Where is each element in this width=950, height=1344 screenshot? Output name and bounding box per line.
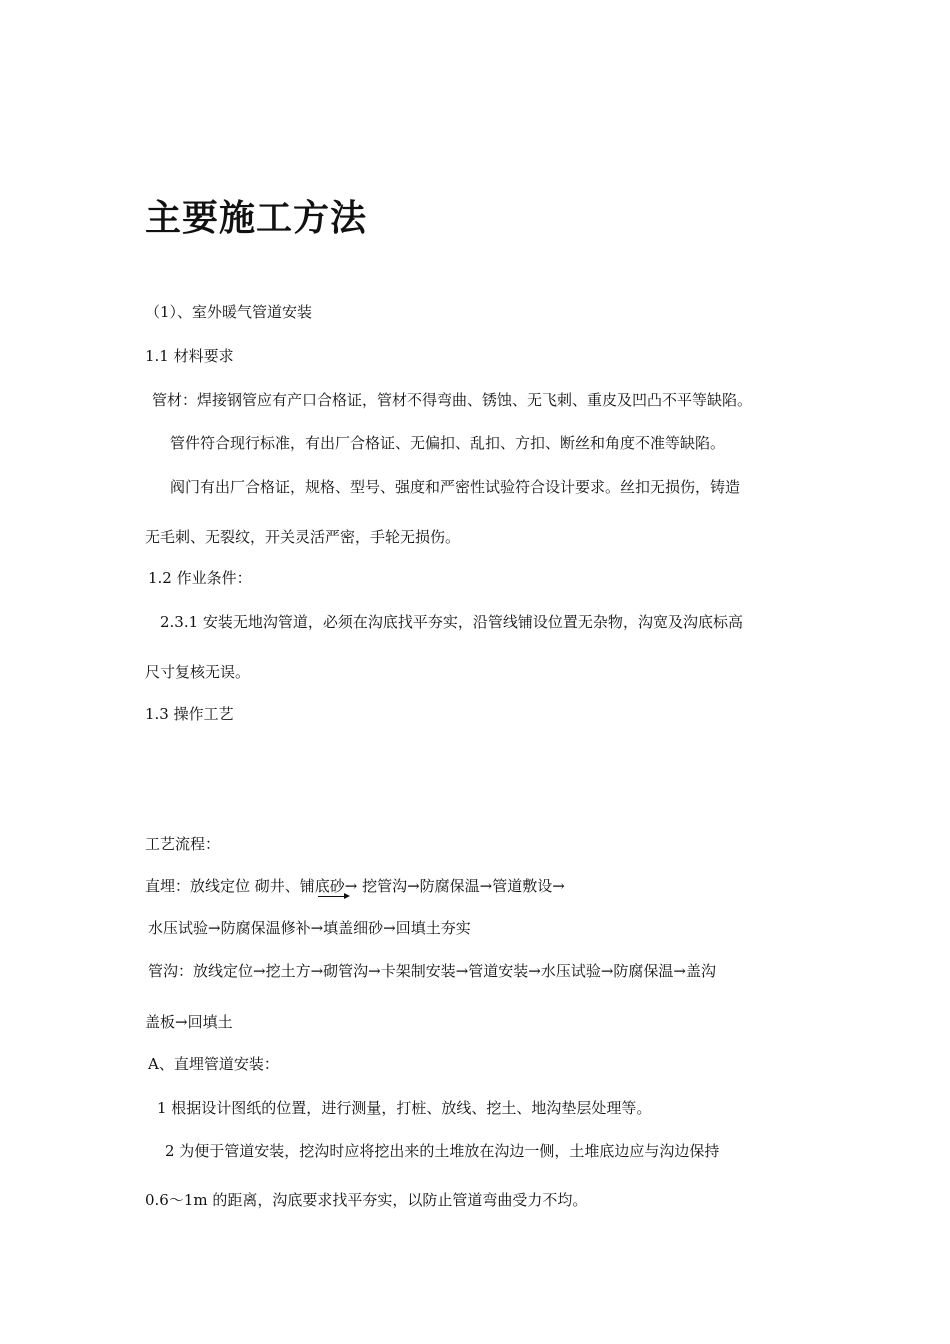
paragraph-line: 0.6～1m 的距离，沟底要求找平夯实，以防止管道弯曲受力不均。	[145, 1191, 588, 1209]
flow-label: 工艺流程：	[145, 835, 221, 853]
paragraph-line: 2.3.1 安装无地沟管道，必须在沟底找平夯实，沿管线铺设位置无杂物，沟宽及沟底标高	[160, 613, 743, 631]
flow-line: 水压试验→防腐保温修补→填盖细砂→回填土夯实	[148, 919, 471, 937]
paragraph-line: 尺寸复核无误。	[145, 663, 251, 681]
paragraph-line: 1 根据设计图纸的位置，进行测量，打桩、放线、挖土、地沟垫层处理等。	[157, 1099, 652, 1117]
paragraph-line: 阀门有出厂合格证，规格、型号、强度和严密性试验符合设计要求。丝扣无损伤，铸造	[170, 478, 741, 496]
subsection-heading: 1.1 材料要求	[145, 347, 234, 365]
paragraph-line: 2 为便于管道安装，挖沟时应将挖出来的土堆放在沟边一侧，土堆底边应与沟边保持	[165, 1142, 720, 1160]
paragraph-line: 管材：焊接钢管应有产口合格证，管材不得弯曲、锈蚀、无飞刺、重皮及凹凸不平等缺陷。	[152, 391, 753, 409]
paragraph-line: 管件符合现行标准，有出厂合格证、无偏扣、乱扣、方扣、断丝和角度不准等缺陷。	[170, 434, 726, 452]
paragraph-line: 无毛刺、无裂纹，开关灵活严密，手轮无损伤。	[145, 528, 461, 546]
flow-line: 盖板→回填土	[145, 1013, 233, 1031]
subsection-heading: A、直埋管道安装：	[148, 1055, 279, 1073]
arrow-icon	[318, 896, 348, 897]
subsection-heading: 1.2 作业条件：	[148, 569, 252, 587]
section-heading: （1）、室外暖气管道安装	[145, 303, 313, 321]
page-title: 主要施工方法	[145, 198, 368, 239]
flow-line: 直埋：放线定位 砌井、铺底砂→ 挖管沟→防腐保温→管道敷设→	[145, 877, 565, 895]
flow-line: 管沟：放线定位→挖土方→砌管沟→卡架制安装→管道安装→水压试验→防腐保温→盖沟	[148, 962, 716, 980]
subsection-heading: 1.3 操作工艺	[145, 705, 234, 723]
